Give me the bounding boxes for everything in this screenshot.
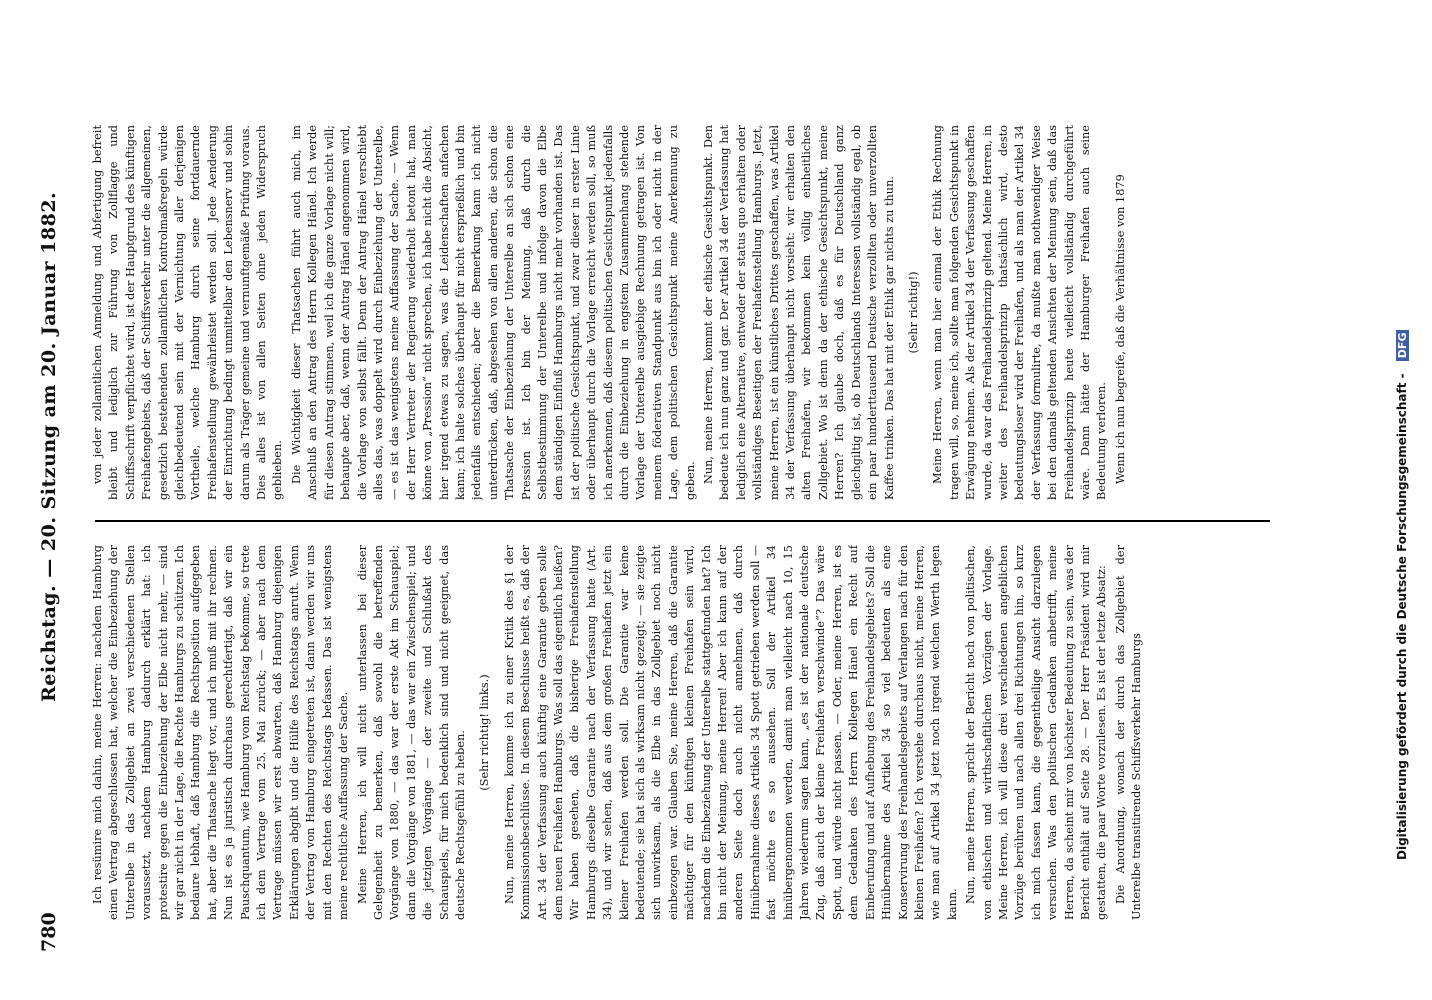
column-divider [95, 520, 1270, 522]
paragraph: Nun, meine Herren, spricht der Bericht noch von politischen, von ethischen und wirthschaftlichen Vorzügen der Vorlage. Meine Herren, ich will diese drei verschiedenen angeblichen Vorzüge berühren und nach allen drei Richtungen hin, so kurz ich mich fassen kann, die gegentheilige Ansicht darzulegen versuchen. Was den politischen Gedanken anbetrifft, meine Herren, da scheint mir von höchster Bedeutung zu sein, was der Bericht enthält auf Seite 28. — Der Herr Präsident wird mir gestatten, die paar Worte vorzulesen. Es ist der letzte Absatz: [964, 545, 1109, 920]
paragraph: Meine Herren, ich will nicht unterlassen bei dieser Gelegenheit zu bemerken, daß sowohl die betreffenden Vorgänge von 1880, — das war der erste Akt im Schauspiel; dann die Vorgänge von 1881, — das war ein Zwischenspiel; und die jetzigen Vorgänge — der zweite und Schlußakt des Schauspiels, für mich bedenklich sind und nicht geeignet, das deutsche Rechtsgefühl zu heben. [355, 545, 467, 920]
interjection: (Sehr richtig! links.) [478, 674, 492, 791]
digitization-credit [1395, 0, 1409, 860]
page-number: 780 [38, 912, 60, 952]
left-column [90, 545, 1260, 920]
page-header [30, 40, 70, 952]
dfg-logo: DFG [1396, 330, 1409, 362]
paragraph: Nun, meine Herren, kommt der ethische Gesichtspunkt. Den bedeute ich nun ganz und gar. Der Artikel 34 der Verfassung hat lediglich eine Alternative, entweder der status quo erhalten oder vollständiges Beseitigen der Freihafenstellung Hamburgs. Jetzt, meine Herren, ist ein künstliches Drittes geschaffen, was Artikel 34 der Verfassung überhaupt nicht vorsieht: wir erhalten den alten Freihafen, wir bekommen kein völlig einheitliches Zollgebiet. Wo ist denn da der ethische Gesichtspunkt, meine Herren? Ich glaube doch, daß es für Deutschland ganz gleichgiltig ist, ob Deutschlands Interessen vollständig egal, ob ein paar hunderttausend Deutsche verzollten oder unverzollten Kaffee trinken. Das hat mit der Ethik gar nichts zu thun. [702, 125, 896, 500]
credit-text: Digitalisierung gefördert durch die Deutsche Forschungsgemeinschaft - [1395, 373, 1409, 860]
paragraph: Die Wichtigkeit dieser Thatsachen führt auch mich, im Anschluß an den Antrag des Herrn Kollegen Hänel. Ich werde für diesen Antrag stimmen, weil ich die ganze Vorlage nicht will; behaupte aber, daß, wenn der Antrag Hänel angenommen wird, die Vorlage von selbst fällt. Denn der Antrag Hänel verschiebt alles das, was doppelt wird durch Einbeziehung der Unterelbe, — es ist das wenigstens meine Auffassung der Sache. — Wenn der Herr Vertreter der Regierung wiederholt betont hat, man könne von „Pression“ nicht sprechen, ich habe nicht die Absicht, hier irgend etwas zu sagen, was die Leidenschaften anfachen kann; ich halte solches überhaupt für nicht ersprießlich und bin jedenfalls entschieden; aber die Bemerkung kann ich nicht unterdrücken, daß, abgesehen von allen anderen, die schon die Thatsache der Einbeziehung der Unterelbe an sich schon eine Pression ist. Ich bin der Meinung, daß durch die Selbstbestimmung der Unterelbe und infolge davon die Elbe dem ständigen Einfluß Hamburgs nicht mehr vorhanden ist. Das ist der politische Gesichtspunkt, und zwar dieser in erster Linie oder überhaupt durch die Vorlage erreicht werden soll, so muß ich anerkennen, daß diesem politischen Gesichtspunkt jedenfalls durch die Einbeziehung in engstem Zusammenhang stehende Vorlage der Unterelbe ausgiebige Rechnung getragen ist. Von meinem föderativen Standpunkt aus bin ich oder nicht in der Lage, dem politischen Gesichtspunkt meine Anerkennung zu geben. [289, 125, 697, 500]
paragraph: Ich resümire mich dahin, meine Herren: nachdem Hamburg einen Vertrag abgeschlossen hat, welcher die Einbeziehung der Unterelbe in das Zollgebiet an zwei verschiedenen Stellen voraussetzt, nachdem Hamburg dadurch erklärt hat: ich protestire gegen die Einbeziehung der Elbe nicht mehr, — sind wir gar nicht in der Lage, die Rechte Hamburgs zu schützen. Ich bedaure lebhaft, daß Hamburg die Rechtsposition aufgegeben hat, aber die Thatsache liegt vor, und ich muß mit ihr rechnen. Nun ist es ja juristisch durchaus gerechtfertigt, daß wir ein Pauschquantum, wie Hamburg vom Reichstag bekomme, so trete ich dem Vertrage vom 25. Mai zurück; — aber nach dem Vertrage müssen wir erst abwarten, daß Hamburg diejenigen Erklärungen abgibt und die Hülfe des Reichstags anruft. Wenn der Vertrag von Hamburg eingetreten ist, dann werden wir uns mit den Rechten des Reichstags befassen. Das ist wenigstens meine rechtliche Auffassung der Sache. [91, 545, 351, 920]
running-head: Reichstag. — 20. Sitzung am 20. Januar 1882. [38, 191, 60, 702]
paragraph: Die Anordnung, wonach der durch das Zollgebiet der Unterelbe transitirende Schiffsverkehr Hamburgs [1113, 545, 1144, 920]
paragraph: von jeder zollamtlichen Anmeldung und Abfertigung befreit bleibt und lediglich zur Führung von Zollflagge und Schiffsschrift verpflichtet wird, ist der Hauptgrund des künftigen Freihafengebiets, daß der Schiffsverkehr unter die allgemeinen, gesetzlich bestehenden zollamtlichen Kontrolmaßregeln würde gleichbedeutend sein mit der Vernichtung aller derjenigen Vortheile, welche Hamburg durch seine fortdauernde Freihafenstellung gewährleistet werden soll. Jede Aenderung der Einrichtung bedingt unmittelbar den Lebensnerv und sohin darum als Träger gemeine und vernunftgemäße Prüfung voraus. Dies alles ist von allen Seiten ohne jeden Widerspruch geblieben. [91, 125, 285, 500]
paragraph: Meine Herren, wenn man hier einmal der Ethik Rechnung tragen will, so, meine ich, sollte man folgenden Gesichtspunkt in Erwägung nehmen. Als der Artikel 34 der Verfassung geschaffen wurde, da war das Freihandelsprinzip geltend. Meine Herren, in weiter des Freihandelsprinzip thatsächlich wird, desto bedeutungsloser wird der Freihafen, und als man der Artikel 34 der Verfassung formulirte, da mußte man nothwendiger Weise bei den damals geltenden Ansichten der Meinung sein, daß das Freihandelsprinzip heute vielleicht vollständig durchgeführt wäre. Dann hätte der Hamburger Freihafen auch seine Bedeutung verloren. [931, 125, 1109, 500]
interjection: (Sehr richtig!) [906, 271, 920, 354]
paragraph: Wenn ich nun begreife, daß die Verhältnisse von 1879 [1113, 174, 1127, 484]
paragraph: Nun, meine Herren, komme ich zu einer Kritik des §1 der Kommissionsbeschlüsse. In diesem Beschlusse heißt es, daß der Art. 34 der Verfassung auch künftig eine Garantie geben solle dem neuen Freihafen Hamburgs. Was soll das eigentlich heißen? Wir haben gesehen, daß die bisherige Freihafenstellung Hamburgs dieselbe Garantie nach der Verfassung hatte (Art. 34), und wir sehen, daß aus dem großen Freihafen jetzt ein kleiner Freihafen werden soll. Die Garantie war keine bedeutende; sie hat sich als wirksam nicht gezeigt; — sie zeigte sich unwirksam, als die Elbe in das Zollgebiet noch nicht einbezogen war. Glauben Sie, meine Herren, daß die Garantie mächtiger für den künftigen kleinen Freihafen sein wird, nachdem die Einbeziehung der Unterelbe stattgefunden hat? Ich bin nicht der Meinung, meine Herren! Aber ich kann auf der anderen Seite doch auch nicht annehmen, daß durch Hinübernahme dieses Artikels 34 Spott getrieben werden soll — fast möchte es so aussehen. Soll der Artikel 34 hinübergenommen werden, damit man vielleicht nach 10, 15 Jahren wiederum sagen kann, „es ist der nationale deutsche Zug, daß auch der kleine Freihafen verschwinde“? Das wäre Spott, und würde nicht passen. — Oder, meine Herren, ist es dem Gedanken des Herrn Kollegen Hänel ein Recht auf Einberufung und auf Aufhebung des Freihandelsgebiets? Soll die Hinübernahme des Artikel 34 so viel bedeuten als eine Konservirung des Freihandelsgebiets auf Verlangen nach für den kleinen Freihafen? Ich verstehe durchaus nicht, meine Herren, wie man auf Artikel 34 jetzt noch irgend welchen Werth legen kann. [502, 545, 959, 920]
right-column [90, 125, 1260, 500]
